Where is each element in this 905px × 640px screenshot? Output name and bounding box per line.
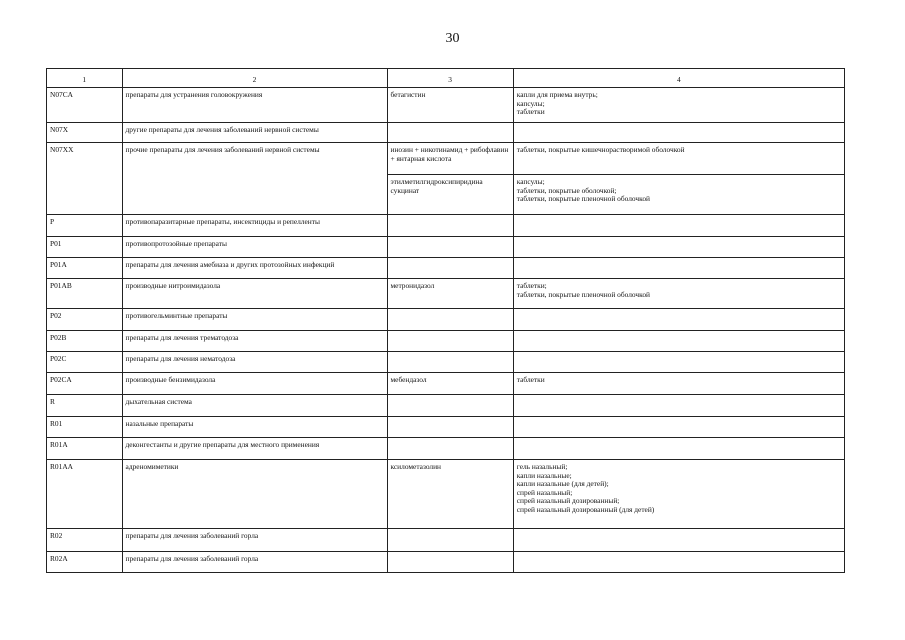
atc-code-cell: N07X (47, 123, 123, 143)
table-row (47, 552, 845, 573)
dosage-form-line: капли для приема внутрь; (516, 90, 598, 99)
atc-group-cell: препараты для лечения амебиаза и других протозойных инфекций (122, 258, 387, 279)
dosage-form-line: таблетки; (516, 281, 547, 290)
dosage-forms-cell (513, 175, 844, 215)
dosage-forms-cell (513, 309, 844, 331)
atc-code-cell: P02B (47, 331, 123, 352)
atc-code-cell: R (47, 395, 123, 417)
dosage-forms-cell (513, 237, 844, 258)
drug-name-cell: мебендазол (387, 373, 513, 395)
atc-code-cell: R01 (47, 417, 123, 438)
dosage-forms-cell (513, 331, 844, 352)
drug-name-cell (387, 529, 513, 552)
table-row (47, 123, 845, 143)
atc-code-cell: P01AB (47, 279, 123, 309)
dosage-forms-cell (513, 417, 844, 438)
dosage-form-line: гель назальный; (516, 462, 568, 471)
dosage-form-line: таблетки, покрытые пленочной оболочкой (516, 194, 650, 204)
atc-group-cell: противопаразитарные препараты, инсектициды и репелленты (122, 215, 387, 237)
drug-name-cell (387, 331, 513, 352)
drug-name-cell (387, 215, 513, 237)
atc-code-cell: N07XX (47, 143, 123, 215)
atc-group-cell: производные бензимидазола (122, 373, 387, 395)
atc-code-cell: P01A (47, 258, 123, 279)
drug-name-cell (387, 417, 513, 438)
table-row (47, 460, 845, 529)
atc-group-cell: противогельминтные препараты (122, 309, 387, 331)
dosage-forms-cell (513, 88, 844, 123)
drug-name-cell (387, 552, 513, 573)
atc-code-cell: P02CA (47, 373, 123, 395)
atc-group-cell: назальные препараты (122, 417, 387, 438)
dosage-forms-cell (513, 395, 844, 417)
dosage-form-line: капсулы; (516, 177, 545, 186)
header-cell-2: 2 (122, 69, 387, 88)
dosage-forms-cell (513, 352, 844, 373)
table-row (47, 417, 845, 438)
drug-name-cell: инозин + никотинамид + рибофлавин + янтарная кислота (387, 143, 513, 175)
dosage-forms-cell (513, 438, 844, 460)
drug-name-cell (387, 123, 513, 143)
header-cell-3: 3 (387, 69, 513, 88)
page-number: 30 (445, 31, 460, 46)
atc-code-cell: P02 (47, 309, 123, 331)
drug-list-table (46, 68, 845, 573)
dosage-forms-cell (513, 460, 844, 529)
atc-group-cell: препараты для лечения нематодоза (122, 352, 387, 373)
dosage-form-line: таблетки (516, 375, 545, 384)
atc-group-cell: дыхательная система (122, 395, 387, 417)
atc-code-cell: R02 (47, 529, 123, 552)
atc-code-cell: P02C (47, 352, 123, 373)
drug-name-cell: этилметилгидроксипиридина сукцинат (387, 175, 513, 215)
atc-group-cell: другие препараты для лечения заболеваний нервной системы (122, 123, 387, 143)
dosage-form-line: таблетки, покрытые кишечнорастворимой оболочкой (516, 145, 685, 154)
dosage-form-line: капли назальные (для детей); (516, 479, 609, 489)
atc-group-cell: препараты для лечения трематодоза (122, 331, 387, 352)
dosage-form-line: спрей назальный дозированный (для детей) (516, 504, 655, 514)
atc-code-cell: P (47, 215, 123, 237)
atc-group-cell: препараты для устранения головокружения (122, 88, 387, 123)
dosage-form-line: спрей назальный дозированный; (516, 496, 620, 506)
atc-code-cell: R01AA (47, 460, 123, 529)
dosage-form-line: капсулы; (516, 98, 545, 108)
dosage-form-line: таблетки, покрытые оболочкой; (516, 185, 617, 195)
dosage-forms-cell (513, 529, 844, 552)
dosage-form-line: таблетки (516, 107, 545, 117)
table-row (47, 279, 845, 309)
header-cell-1: 1 (47, 69, 123, 88)
dosage-forms-cell (513, 143, 844, 175)
drug-name-cell: ксилометазолин (387, 460, 513, 529)
table-row (47, 215, 845, 237)
table-row (47, 438, 845, 460)
dosage-forms-cell (513, 373, 844, 395)
table-row (47, 258, 845, 279)
atc-group-cell: препараты для лечения заболеваний горла (122, 529, 387, 552)
table-row (47, 331, 845, 352)
table-row (47, 309, 845, 331)
dosage-forms-cell (513, 279, 844, 309)
atc-code-cell: P01 (47, 237, 123, 258)
atc-code-cell: R02A (47, 552, 123, 573)
table-header-row (47, 69, 845, 88)
drug-name-cell (387, 258, 513, 279)
dosage-form-line: спрей назальный; (516, 487, 573, 497)
atc-code-cell: N07CA (47, 88, 123, 123)
dosage-forms-cell (513, 123, 844, 143)
drug-name-cell (387, 237, 513, 258)
table-row (47, 395, 845, 417)
header-cell-4: 4 (513, 69, 844, 88)
drug-name-cell (387, 352, 513, 373)
atc-group-cell: адреномиметики (122, 460, 387, 529)
dosage-forms-cell (513, 258, 844, 279)
atc-group-cell: производные нитроимидазола (122, 279, 387, 309)
table-row (47, 88, 845, 123)
drug-name-cell: метронидазол (387, 279, 513, 309)
dosage-form-line: капли назальные; (516, 470, 572, 480)
atc-code-cell: R01A (47, 438, 123, 460)
atc-group-cell: прочие препараты для лечения заболеваний нервной системы (122, 143, 387, 215)
drug-name-cell: бетагистин (387, 88, 513, 123)
table-row (47, 373, 845, 395)
dosage-forms-cell (513, 215, 844, 237)
dosage-form-line: таблетки, покрытые пленочной оболочкой (516, 289, 650, 299)
drug-name-cell (387, 438, 513, 460)
drug-name-cell (387, 309, 513, 331)
table-row (47, 352, 845, 373)
atc-group-cell: противопротозойные препараты (122, 237, 387, 258)
table-row (47, 237, 845, 258)
table-row (47, 529, 845, 552)
drug-name-cell (387, 395, 513, 417)
dosage-forms-cell (513, 552, 844, 573)
atc-group-cell: деконгестанты и другие препараты для местного применения (122, 438, 387, 460)
atc-group-cell: препараты для лечения заболеваний горла (122, 552, 387, 573)
table-row (47, 143, 845, 175)
